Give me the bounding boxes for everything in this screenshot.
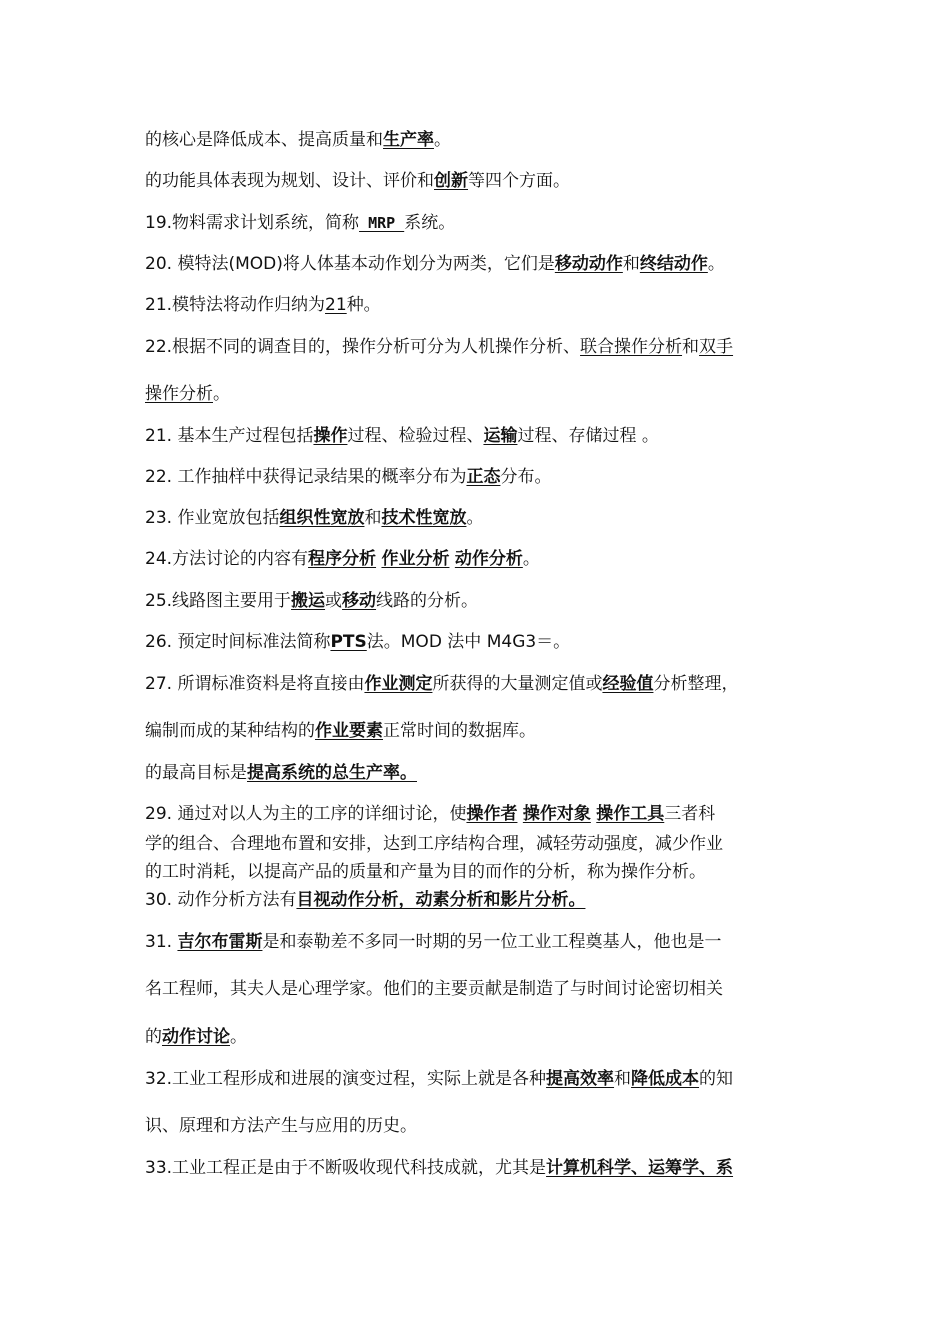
text-line: 21.模特法将动作归纳为21种。 — [145, 295, 381, 315]
text-line: 29. 通过对以人为主的工序的详细讨论，使操作者 操作对象 操作工具三者科 — [145, 804, 716, 824]
text-line: 33.工业工程正是由于不断吸收现代科技成就，尤其是计算机科学、运筹学、系 — [145, 1158, 734, 1178]
text-line: 的核心是降低成本、提高质量和生产率。 — [145, 130, 451, 150]
text-line: 的动作讨论。 — [145, 1027, 247, 1047]
text-line: 26. 预定时间标准法简称PTS法。MOD 法中 M4G3＝。 — [145, 632, 571, 652]
text-line: 27. 所谓标准资料是将直接由作业测定所获得的大量测定值或经验值分析整理， — [145, 674, 739, 694]
text-line: 30. 动作分析方法有目视动作分析，动素分析和影片分析。 — [145, 890, 586, 910]
text-line: 的功能具体表现为规划、设计、评价和创新等四个方面。 — [145, 171, 570, 191]
text-line: 操作分析。 — [145, 384, 230, 404]
text-line: 的工时消耗，以提高产品的质量和产量为目的而作的分析，称为操作分析。 — [145, 862, 706, 882]
text-line: 识、原理和方法产生与应用的历史。 — [145, 1116, 417, 1136]
text-line: 编制而成的某种结构的作业要素正常时间的数据库。 — [145, 721, 536, 741]
text-line: 的最高目标是提高系统的总生产率。 — [145, 763, 417, 783]
text-line: 22. 工作抽样中获得记录结果的概率分布为正态分布。 — [145, 467, 552, 487]
text-line: 23. 作业宽放包括组织性宽放和技术性宽放。 — [145, 508, 484, 528]
text-line: 20. 模特法(MOD)将人体基本动作划分为两类，它们是移动动作和终结动作。 — [145, 254, 725, 274]
text-line: 25.线路图主要用于搬运或移动线路的分析。 — [145, 591, 479, 611]
text-line: 22.根据不同的调查目的，操作分析可分为人机操作分析、联合操作分析和双手 — [145, 337, 734, 357]
text-line: 21. 基本生产过程包括操作过程、检验过程、运输过程、存储过程 。 — [145, 426, 659, 446]
text-line: 32.工业工程形成和进展的演变过程，实际上就是各种提高效率和降低成本的知 — [145, 1069, 734, 1089]
text-line: 名工程师，其夫人是心理学家。他们的主要贡献是制造了与时间讨论密切相关 — [145, 979, 723, 999]
text-line: 24.方法讨论的内容有程序分析 作业分析 动作分析。 — [145, 549, 540, 569]
text-line: 19.物料需求计划系统，简称 MRP 系统。 — [145, 213, 456, 233]
text-line: 学的组合、合理地布置和安排，达到工序结构合理，减轻劳动强度，减少作业 — [145, 834, 723, 854]
text-line: 31. 吉尔布雷斯是和泰勒差不多同一时期的另一位工业工程奠基人，他也是一 — [145, 932, 722, 952]
